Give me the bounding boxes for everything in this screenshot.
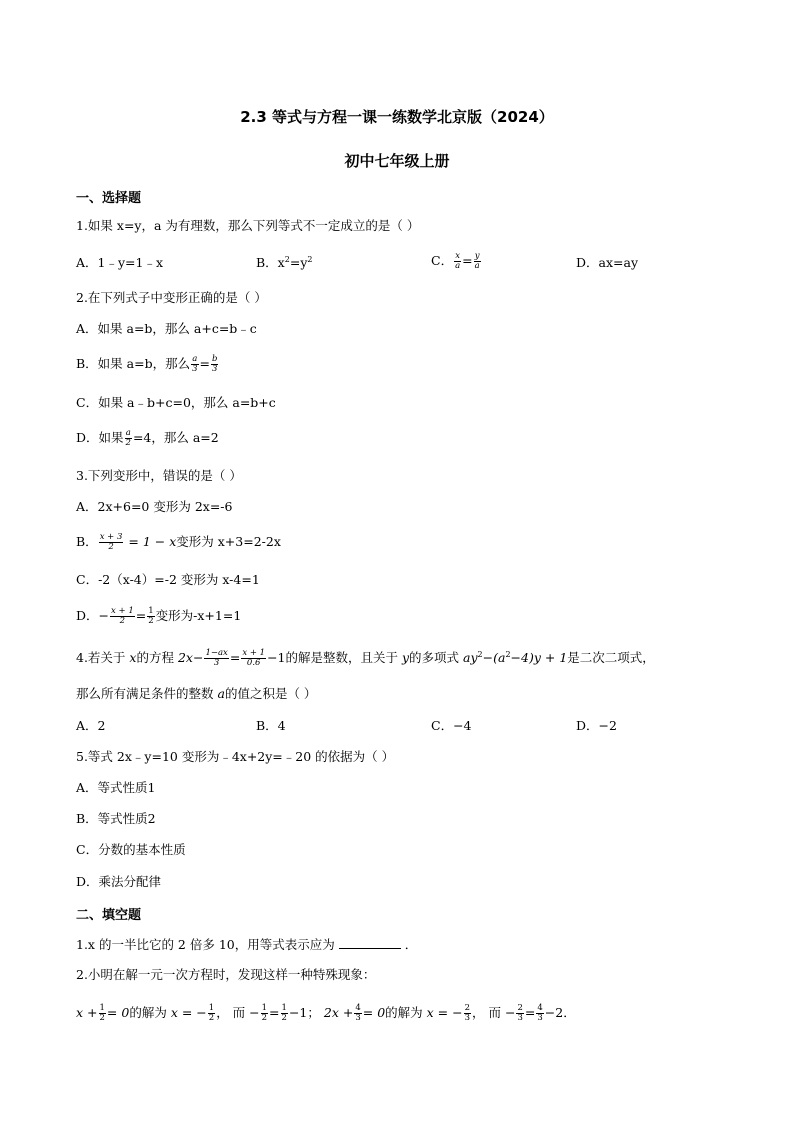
- fill-q2-equations: x + $\frac{1}{2}$ = 0的解为 x = − $\frac{1}{2}$ ， 而 − $\frac{1}{2}$ = $\frac{1}{2}$ −1； 2x + $\frac{4}{3}$ = 0的解为 x = − $\frac{2}{3}$ ， 而 − $\frac{2}{3}$ = $\frac{4}{3}$ −2．: [76, 1003, 576, 1023]
- q5-option-b: B．等式性质2: [76, 811, 156, 826]
- q4-stem-line2: 那么所有满足条件的整数 a的值之积是（ ）: [76, 686, 317, 701]
- q2-option-d: D．如果 $\frac{a}{2}$ =4，那么 a=2: [76, 428, 219, 448]
- q4-stem-line1: 4.若关于 x的方程 2x− $\frac{1-ax}{3}$ = $\frac{x + 1}{0.6}$ −1的解是整数，且关于 y的多项式 $ay^2-(a^2-4)y + 1$是二次二项式，: [76, 648, 655, 668]
- q5-stem: 5.等式 2x﹣y=10 变形为﹣4x+2y=﹣20 的依据为（ ）: [76, 749, 395, 764]
- q1-option-d: D．ax=ay: [576, 255, 639, 270]
- q5-option-d: D．乘法分配律: [76, 874, 162, 889]
- q5-option-a: A．等式性质1: [76, 780, 156, 795]
- section-fill-in: 二、填空题: [76, 908, 142, 923]
- q4-option-d: D．−2: [576, 718, 617, 733]
- section-multiple-choice: 一、选择题: [76, 191, 142, 206]
- q3-option-b: B． $\frac{x + 3}{2}$ = 1 − x变形为 x+3=2-2x: [76, 532, 281, 552]
- q2-option-c: C．如果 a﹣b+c=0，那么 a=b+c: [76, 395, 276, 410]
- answer-blank[interactable]: [339, 936, 401, 949]
- q3-option-d: D．− $\frac{x + 1}{2}$ = $\frac{1}{2}$ 变形为-x+1=1: [76, 606, 242, 626]
- q1-option-a: A．1﹣y=1﹣x: [76, 255, 164, 270]
- fill-q1: 1.x 的一半比它的 2 倍多 10，用等式表示应为 ．: [76, 937, 418, 952]
- q2-option-b: B．如果 a=b，那么 $\frac{a}{3}$ = $\frac{b}{3}$: [76, 354, 218, 374]
- q1-option-c: C． $\frac{x}{a}$ = $\frac{y}{a}$: [431, 251, 480, 271]
- q1-option-b: B．$x^2=y^2$: [256, 254, 313, 270]
- q4-option-c: C．−4: [431, 718, 472, 733]
- q5-option-c: C．分数的基本性质: [76, 842, 186, 857]
- q3-option-c: C．-2（x-4）=-2 变形为 x-4=1: [76, 572, 260, 587]
- q4-option-b: B．4: [256, 718, 286, 733]
- q3-stem: 3.下列变形中，错误的是（ ）: [76, 468, 242, 483]
- q4-option-a: A．2: [76, 718, 106, 733]
- fill-q2-stem: 2.小明在解一元一次方程时，发现这样一种特殊现象：: [76, 967, 376, 982]
- q3-option-a: A．2x+6=0 变形为 2x=-6: [76, 499, 233, 514]
- q1-stem: 1.如果 x=y，a 为有理数，那么下列等式不一定成立的是（ ）: [76, 218, 420, 233]
- q2-stem: 2.在下列式子中变形正确的是（ ）: [76, 290, 267, 305]
- q2-option-a: A．如果 a=b，那么 a+c=b﹣c: [76, 321, 257, 336]
- doc-title: 2.3 等式与方程一课一练数学北京版（2024）: [240, 108, 554, 126]
- doc-subtitle: 初中七年级上册: [344, 152, 450, 170]
